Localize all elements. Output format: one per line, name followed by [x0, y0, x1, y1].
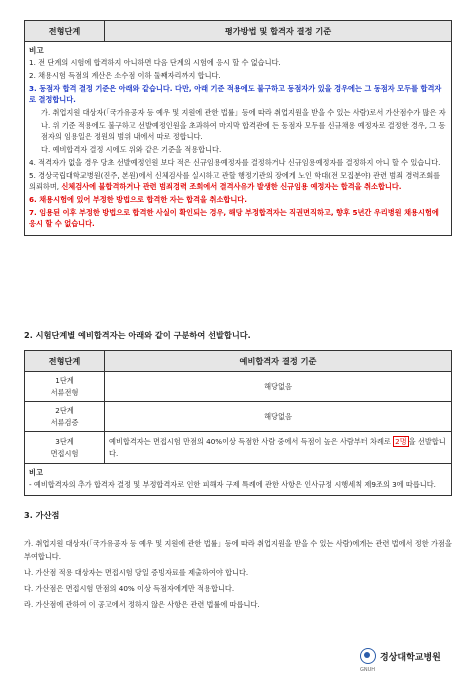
bonus-item-3: 다. 가산점은 면접시험 만점의 40% 이상 득점자에게만 적용합니다.: [24, 584, 235, 593]
method-header: 평가방법 및 합격자 결정 기준: [105, 21, 452, 42]
reserve-count-highlight: 2명: [395, 436, 407, 446]
notes-label-cell: [25, 42, 452, 58]
evaluation-table-wrap: [24, 20, 452, 236]
stage-cell: [25, 372, 105, 402]
notes-label: 비고: [29, 46, 44, 55]
section-3-title: 3. 가산점: [24, 510, 60, 520]
note-6: 6. 채용시험에 있어 부정한 방법으로 합격한 자는 합격을 취소합니다.: [29, 195, 247, 205]
hospital-emblem-icon: [360, 648, 376, 673]
table-row: [25, 432, 452, 464]
bonus-item-4: 라. 가산점에 관하여 이 공고에서 정하지 않은 사항은 관련 법률에 따릅니다.: [24, 600, 260, 609]
stage-cell: [25, 402, 105, 432]
bonus-points-list: [24, 537, 452, 614]
table-row: [25, 402, 452, 432]
table-row: [25, 372, 452, 402]
logo-caption: GNUH: [360, 667, 376, 673]
stage-name: 면접시험: [50, 448, 79, 458]
stage-number: 3단계: [55, 436, 74, 446]
stage-number: 1단계: [55, 375, 74, 385]
reserve-table-wrap: [24, 350, 452, 496]
reserve-criteria-header: 예비합격자 결정 기준: [105, 351, 452, 372]
reserve-notes-cell: [25, 464, 452, 496]
notes-cell: [25, 57, 452, 236]
section-2-title: 2. 시험단계별 예비합격자는 아래와 같이 구분하여 선발합니다.: [24, 330, 251, 340]
criteria-cell: 해당없음: [105, 402, 452, 432]
note-3-c: 다. 예비합격자 결정 시에도 위와 같은 기준을 적용합니다.: [41, 145, 222, 155]
bonus-item-1: 가. 취업지원 대상자(「국가유공자 등 예우 및 지원에 관한 법률」등에 따라 취업지원을 받을 수 있는 사람)에게는 관련 법에서 정한 가점을 부여합니다.: [24, 539, 452, 561]
stage-name: 서류전형: [50, 387, 79, 397]
note-5-normal: 5. 경상국립대학교병원(진주, 본원)에서 신체검사를 실시하고 관할 행정기관의 장에게 노인 학대(전 모집분야) 관련 범죄 경력조회를 의뢰하며,: [29, 170, 441, 192]
note-3-b: 나. 위 기준 적용에도 불구하고 선발예정인원을 초과하여 마지막 합격관에 든 동점자 모두를 신규채용 예정자로 결정한 경우, 그 동점자의 임용일은 정원의 범위 내에서 따로 정합니다.: [41, 120, 446, 142]
note-5: [29, 170, 447, 193]
stage-header: 전형단계: [25, 21, 105, 42]
note-1: 1. 전 단계의 시험에 합격하지 아니하면 다음 단계의 시험에 응시 할 수 없습니다.: [29, 58, 281, 67]
evaluation-table: [24, 20, 452, 236]
hospital-name: 경상대학교병원: [380, 652, 441, 663]
note-5-red: 신체검사에 불합격하거나 관련 범죄경력 조회에서 결격사유가 발생한 신규임용 예정자는 합격을 취소합니다.: [61, 182, 402, 192]
note-7: 7. 임용된 이후 부정한 방법으로 합격한 사실이 확인되는 경우, 해당 부정합격자는 직권면직하고, 향후 5년간 우리병원 채용시험에 응시 할 수 없습니다.: [29, 207, 439, 229]
hospital-logo: [360, 648, 441, 673]
note-2: 2. 채용시험 득점의 계산은 소수점 이하 둘째자리까지 합니다.: [29, 70, 221, 80]
reserve-note: - 예비합격자의 추가 합격자 결정 및 부정합격자로 인한 피해자 구제 특례에 관한 사항은 인사규정 시행세칙 제9조의 3에 따릅니다.: [29, 480, 436, 489]
reserve-stage-header: 전형단계: [25, 351, 105, 372]
stage-number: 2단계: [55, 405, 74, 415]
criteria-text-end: 을 선발합니다.: [109, 436, 446, 458]
note-3: 3. 동점자 합격 결정 기준은 아래와 같습니다. 다만, 아래 기준 적용에도 불구하고 동점자가 있을 경우에는 그 동점자 모두를 합격자로 결정합니다.: [29, 83, 442, 105]
stage-name: 서류검증: [50, 417, 79, 427]
reserve-table: [24, 350, 452, 496]
reserve-notes-label: 비고: [29, 468, 43, 477]
note-4: 4. 적격자가 없을 경우 당초 선발예정인원 보다 적은 신규임용예정자를 결정하거나 신규임용예정자를 결정하지 아니 할 수 있습니다.: [29, 157, 441, 167]
criteria-cell: 해당없음: [105, 372, 452, 402]
criteria-cell: [105, 432, 452, 464]
note-3-a: 가. 취업지원 대상자(「국가유공자 등 예우 및 지원에 관한 법률」등에 따라 취업지원을 받을 수 있는 사람)로서 가산점수가 많은 자: [41, 107, 446, 117]
stage-cell: [25, 432, 105, 464]
bonus-item-2: 나. 가산점 적용 대상자는 면접시험 당일 증빙자료를 제출하여야 합니다.: [24, 568, 249, 577]
criteria-text: 예비합격자는 면접시험 만점의 40%이상 득점한 사람 중에서 득점이 높은 사람부터 차례로: [109, 436, 394, 446]
